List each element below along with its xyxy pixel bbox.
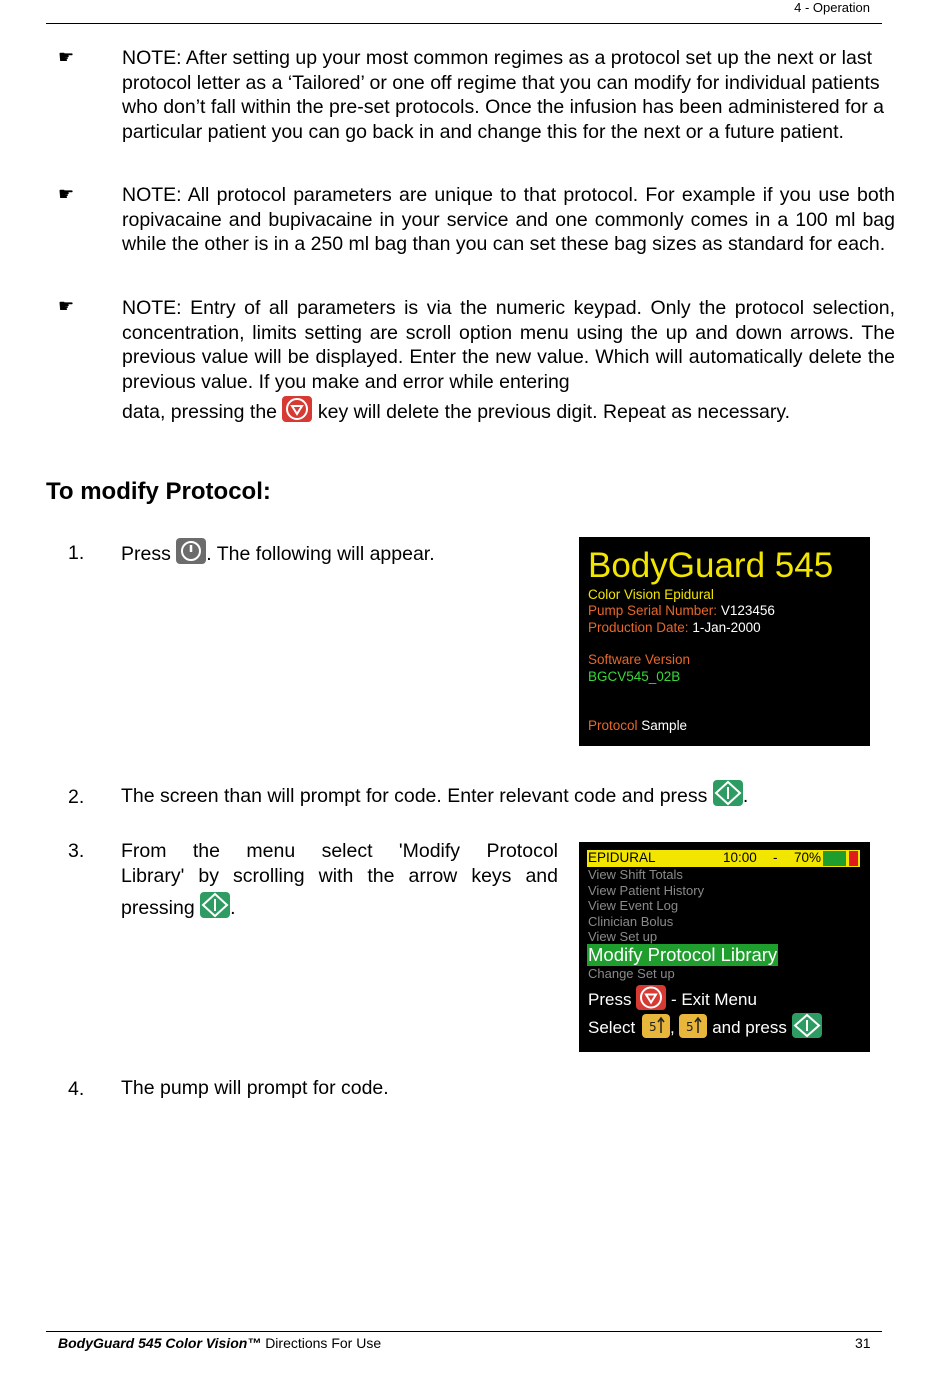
menu-item-event-log[interactable]: View Event Log	[588, 898, 679, 913]
device-info-screen	[579, 537, 870, 746]
production-row	[588, 620, 761, 635]
exit-menu-label: - Exit Menu	[670, 990, 757, 1009]
software-label: Software Version	[588, 652, 691, 667]
enter-key-icon	[792, 1013, 822, 1038]
note-3-tail-after: key will delete the previous digit. Repeat as necessary.	[317, 401, 791, 423]
serial-label: Pump Serial Number:	[588, 603, 718, 618]
press-label: Press	[588, 990, 632, 1009]
enter-key-icon	[713, 780, 743, 806]
menu-item-shift-totals[interactable]: View Shift Totals	[588, 867, 683, 882]
menu-screen	[579, 842, 870, 1052]
and-press-label: and press	[712, 1018, 787, 1037]
up-arrow-key-icon	[642, 1014, 670, 1038]
step-4-text: The pump will prompt for code.	[121, 1077, 389, 1099]
press-row	[588, 985, 757, 1010]
power-key-icon	[176, 538, 206, 564]
battery-fill	[823, 851, 846, 866]
pointing-hand-icon: ☛	[58, 47, 75, 67]
clock: 10:00	[723, 850, 757, 865]
protocol-value: Sample	[641, 718, 688, 733]
menu-item-view-setup[interactable]: View Set up	[588, 929, 658, 944]
software-value: BGCV545_02B	[588, 669, 681, 684]
menu-item-patient-history[interactable]: View Patient History	[588, 882, 705, 898]
section-heading: To modify Protocol:	[46, 478, 271, 505]
serial-row	[588, 603, 775, 618]
mode-label: EPIDURAL	[588, 850, 656, 865]
header-rule	[46, 23, 882, 24]
step-1-after: . The following will appear.	[206, 543, 435, 565]
select-comma: ,	[669, 1018, 675, 1037]
stop-key-icon	[636, 985, 666, 1010]
step-4-number: 4.	[68, 1078, 85, 1100]
step-2-text	[121, 780, 748, 809]
footer-product: BodyGuard 545 Color Vision™	[58, 1335, 262, 1351]
note-2: NOTE: All protocol parameters are unique to that protocol. For example if you use both ropivacaine and bupivacaine in your service and one commonly comes in a 100 ml bag while the other is in a 250 ml bag than you can set these bag sizes as standard for each.	[122, 184, 895, 255]
step-3-line-1: From the menu select 'Modify Protocol	[121, 840, 558, 862]
down-arrow-key-icon	[679, 1014, 707, 1038]
menu-list	[588, 867, 704, 945]
select-label: Select	[588, 1018, 636, 1037]
step-2-before: The screen than will prompt for code. Enter relevant code and press	[121, 785, 708, 807]
battery-alert	[849, 851, 858, 866]
step-1-before: Press	[121, 543, 171, 565]
step-1-text	[121, 538, 435, 567]
pointing-hand-icon: ☛	[58, 184, 75, 204]
step-3-line-2: Library' by scrolling with the arrow keys and	[121, 865, 558, 887]
device-title: BodyGuard 545	[588, 546, 834, 585]
enter-key-icon	[200, 892, 230, 918]
menu-item-modify-protocol-library[interactable]: Modify Protocol Library	[588, 944, 778, 965]
serial-value: V123456	[720, 603, 775, 618]
step-3-number: 3.	[68, 840, 85, 862]
footer-subtitle: Directions For Use	[265, 1335, 382, 1351]
battery-percent: 70%	[794, 850, 822, 865]
step-3-line-3	[121, 892, 236, 921]
step-1-number: 1.	[68, 542, 85, 564]
svg-text:5: 5	[648, 1020, 657, 1034]
stop-key-icon	[282, 396, 312, 422]
protocol-label: Protocol	[588, 718, 638, 733]
menu-item-clinician-bolus[interactable]: Clinician Bolus	[588, 913, 674, 929]
menu-item-change-setup[interactable]: Change Set up	[588, 966, 675, 981]
step-3-after: .	[230, 897, 236, 919]
step-3-before: pressing	[121, 897, 195, 919]
note-3-tail	[122, 396, 902, 425]
pointing-hand-icon: ☛	[58, 296, 75, 316]
svg-text:5: 5	[686, 1020, 695, 1034]
step-2-number: 2.	[68, 786, 85, 808]
footer-title	[58, 1335, 381, 1351]
page-number: 31	[855, 1335, 871, 1351]
status-bar	[587, 850, 860, 867]
note-3-tail-before: data, pressing the	[122, 401, 278, 423]
select-row	[588, 1013, 822, 1038]
status-dash: -	[773, 850, 778, 865]
note-3: NOTE: Entry of all parameters is via the numeric keypad. Only the protocol selection, concentration, limits setting are scroll option menu using the up and down arrows. The previous value will be displayed. Enter the new value. Which will automatically delete the previous value. If you make and error while entering	[122, 297, 895, 393]
section-header: 4 - Operation	[794, 0, 870, 15]
note-1: NOTE: After setting up your most common regimes as a protocol set up the next or last protocol letter as a ‘Tailored’ or one off regime that you can modify for individual patients who don’t fall within the pre-set protocols. Once the infusion has been administered for a particular patient you can go back in and change this for the next or a future patient.	[122, 47, 885, 143]
footer-rule	[46, 1331, 882, 1332]
device-model: Color Vision Epidural	[588, 587, 714, 602]
production-value: 1-Jan-2000	[692, 620, 761, 635]
protocol-row	[588, 718, 687, 733]
step-2-after: .	[742, 785, 749, 807]
production-label: Production Date:	[588, 620, 689, 635]
